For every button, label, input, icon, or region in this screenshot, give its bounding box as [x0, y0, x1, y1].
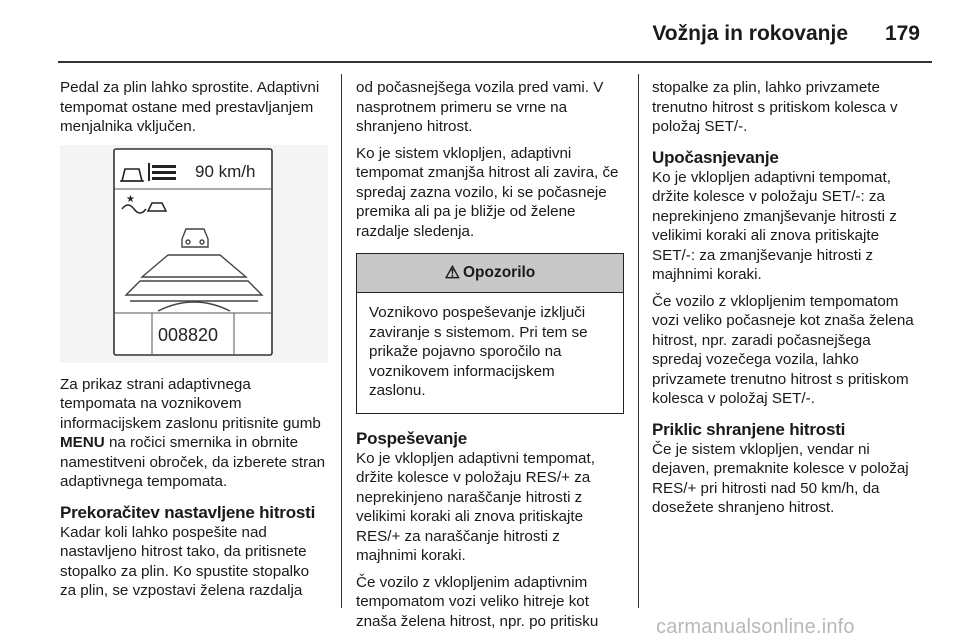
distance-bars-icon [148, 163, 176, 181]
acc-display-figure [60, 145, 328, 363]
watermark: carmanualsonline.info [656, 616, 855, 638]
paragraph: Pedal za plin lahko sprostite. Adaptivni tempomat ostane med prestavljanjem menjalnika vključen. [60, 79, 320, 135]
paragraph: Kadar koli lahko pospešite nad nastavljeno hitrost tako, da pritisnete stopalko za plin. Ko spustite stopalko za plin, se vzpostavi želena razdalja [60, 523, 310, 599]
section-heading: Pospeševanje [356, 428, 467, 448]
paragraph: Če je sistem vklopljen, vendar ni dejaven, premaknite kolesce v položaj RES/+ pri hitrosti nad 50 km/h, da dosežete shranjeno hitrost. [652, 440, 909, 516]
column-divider-1 [341, 74, 342, 608]
warning-box [356, 253, 624, 414]
paragraph: Ko je sistem vklopljen, adaptivni tempomat zmanjša hitrost ali zavira, če spredaj zazna vozilo, ki se počasneje premika ali pa je bližje od želene razdalje sledenja. [356, 144, 619, 240]
column-3 [652, 78, 924, 525]
section-heading: Upočasnjevanje [652, 147, 779, 167]
section-title: Vožnja in rokovanje [652, 22, 848, 45]
odometer-readout: 008820 [158, 324, 219, 345]
warning-body: Voznikovo pospeševanje izklјuči zaviranje s sistemom. Pri tem se prikaže pojavno sporočilo na voznikovem informacijskem zaslonu. [369, 304, 588, 399]
paragraph: Če vozilo z vklopljenim tempomatom vozi veliko počasneje kot znaša želena hitrost, npr. zaradi počasnejšega spredaj vozečega vozila, lahko privzamete trenutno hitrost s pritiskom kolesca v položaj SET/-. [652, 292, 914, 407]
section-heading: Priklic shranjene hitrosti [652, 419, 846, 439]
warning-title: Opozorilo [462, 264, 536, 282]
page-header [0, 0, 960, 60]
set-speed-label: 90 km/h [195, 161, 256, 181]
paragraph: Ko je vklopljen adaptivni tempomat, držite kolesce v položaju SET/-: za neprekinjeno zmanjševanje hitrosti z velikimi koraki ali znova pritiskajte SET/-: za zmanjševanje hitrosti z majhnimi koraki. [652, 168, 897, 283]
warning-header [357, 254, 623, 293]
paragraph: od počasnejšega vozila pred vami. V nasprotnem primeru se vrne na shranjeno hitrost. [356, 79, 604, 135]
warning-triangle-icon: ⚠ [444, 263, 460, 283]
column-2 [356, 78, 624, 638]
page-number: 179 [884, 22, 920, 45]
paragraph: Če vozilo z vklopljenim adaptivnim tempomatom vozi veliko hitreje kot znaša želena hitrost, npr. po pritisku [356, 573, 599, 630]
paragraph: Za prikaz strani adaptivnega tempomata na voznikovem informacijskem zaslonu pritisnite gumb MENU na ročici smernika in obrnite namestitveni obroček, da izberete stran adaptivnega tempomata. [60, 375, 326, 490]
column-divider-2 [638, 74, 639, 608]
menu-button-label: MENU [60, 434, 105, 451]
driver-info-display [60, 145, 328, 363]
svg-text:★: ★ [126, 193, 135, 205]
header-rule [58, 61, 932, 63]
section-heading: Prekoračitev nastavljene hitrosti [60, 502, 316, 522]
paragraph: stopalke za plin, lahko privzamete trenutno hitrost s pritiskom kolesca v položaj SET/-. [652, 79, 898, 135]
column-1 [60, 78, 328, 608]
paragraph: Ko je vklopljen adaptivni tempomat, držite kolesce v položaju RES/+ za neprekinjeno naraščanje hitrosti z velikimi koraki ali znova pritiskajte RES/+ za naraščanje hitrosti z majhnimi koraki. [356, 449, 595, 564]
